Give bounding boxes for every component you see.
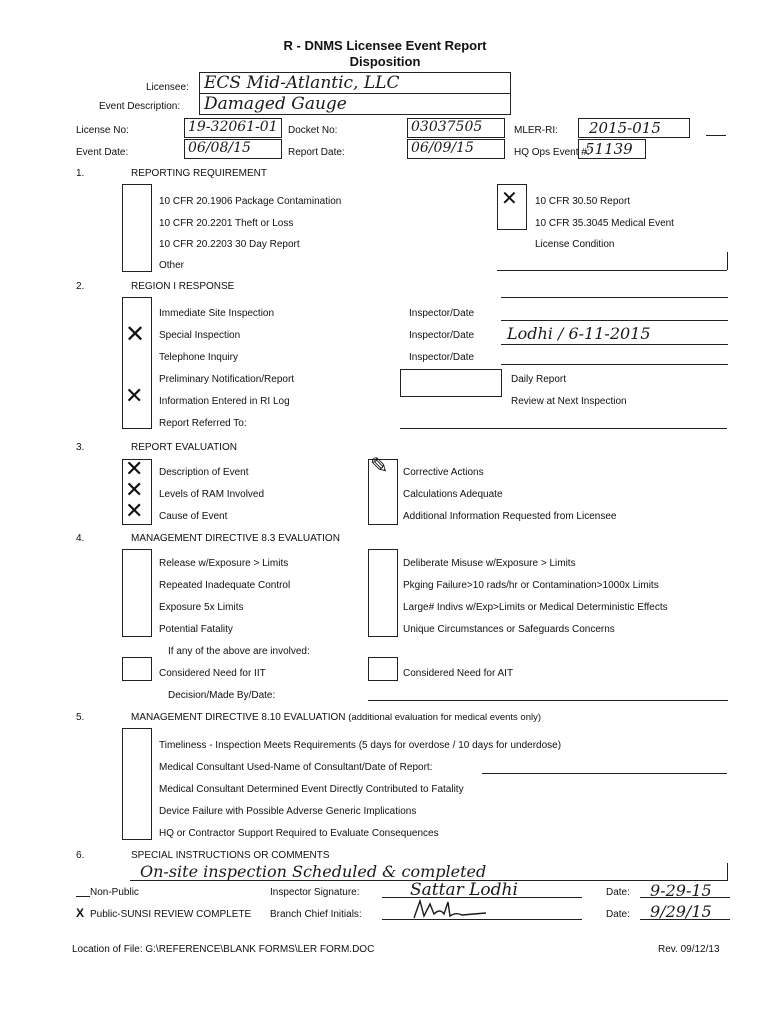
event-description-field[interactable]: [199, 93, 511, 115]
section-5-title-note: (additional evaluation for medical events only): [348, 712, 542, 723]
s6-comment: On-site inspection Scheduled & completed: [140, 862, 487, 881]
s4-item-pkging: Pkging Failure>10 rads/hr or Contamination>1000x Limits: [403, 580, 659, 591]
non-public-label: Non-Public: [90, 887, 139, 898]
inspector-signature-label: Inspector Signature:: [270, 887, 360, 898]
s5-consultant-line: [482, 773, 727, 774]
license-no-field[interactable]: [184, 118, 282, 138]
form-subtitle: Disposition: [349, 54, 421, 69]
s4-item-deliberate: Deliberate Misuse w/Exposure > Limits: [403, 558, 576, 569]
docket-value: 03037505: [411, 119, 483, 135]
mler-value: 2015-015: [589, 119, 661, 137]
licensee-label: Licensee:: [146, 82, 189, 93]
hq-ops-label: HQ Ops Event #:: [514, 147, 590, 158]
section-1-number: 1.: [76, 168, 85, 179]
section-6-title: SPECIAL INSTRUCTIONS OR COMMENTS: [131, 850, 330, 861]
s2-inspector-label-2: Inspector/Date: [409, 330, 475, 341]
s2-inspector-label-3: Inspector/Date: [409, 352, 475, 363]
s1-item-package-contamination: 10 CFR 20.1906 Package Contamination: [159, 196, 342, 207]
s1-item-license-condition: License Condition: [535, 239, 615, 250]
mler-label: MLER-RI:: [514, 125, 558, 136]
date-value-1: 9-29-15: [650, 881, 712, 900]
mler-extension-line: [706, 135, 726, 136]
section-6-number: 6.: [76, 850, 85, 861]
s2-item-special: Special Inspection: [159, 330, 241, 341]
s2-item-preliminary: Preliminary Notification/Report: [159, 374, 295, 385]
s4-item-repeated: Repeated Inadequate Control: [159, 580, 291, 591]
event-date-value: 06/08/15: [188, 140, 251, 156]
s1-item-other: Other: [159, 260, 185, 271]
s3-item-additional-info: Additional Information Requested from Licensee: [403, 511, 617, 522]
s3-item-calculations: Calculations Adequate: [403, 489, 503, 500]
section-2-title: REGION I RESPONSE: [131, 281, 235, 292]
section-4-number: 4.: [76, 533, 85, 544]
s5-item-consultant: Medical Consultant Used-Name of Consultant/Date of Report:: [159, 762, 433, 773]
s1-item-medical-event: 10 CFR 35.3045 Medical Event: [535, 218, 674, 229]
licensee-value: ECS Mid-Atlantic, LLC: [204, 73, 400, 93]
date-label-1: Date:: [606, 887, 630, 898]
s2-item-referred: Report Referred To:: [159, 418, 247, 429]
mler-field[interactable]: [578, 118, 690, 138]
s3-cause-check: ✕: [125, 499, 144, 524]
s2-inspector-line-2: [501, 320, 728, 321]
s2-item-telephone: Telephone Inquiry: [159, 352, 238, 363]
s2-review-next: Review at Next Inspection: [511, 396, 627, 407]
s3-corrective-check: ✎: [370, 454, 389, 479]
s4-item-release: Release w/Exposure > Limits: [159, 558, 289, 569]
s4-item-exposure: Exposure 5x Limits: [159, 602, 244, 613]
s1-item-30-50-report: 10 CFR 30.50 Report: [535, 196, 631, 207]
s2-inspector-signature: Lodhi / 6-11-2015: [507, 324, 651, 343]
s5-item-hq-support: HQ or Contractor Support Required to Evaluate Consequences: [159, 828, 439, 839]
event-date-field[interactable]: [184, 139, 282, 159]
s2-referred-line: [400, 428, 727, 429]
s2-inspector-line-3: [501, 344, 728, 345]
section-2-checkbox-column[interactable]: [122, 297, 152, 429]
date-label-2: Date:: [606, 909, 630, 920]
inspector-signature-value: Sattar Lodhi: [410, 880, 518, 900]
licensee-field[interactable]: [199, 72, 511, 94]
s2-ri-log-check: ✕: [125, 384, 144, 409]
event-description-label: Event Description:: [99, 101, 181, 112]
s5-item-fatality: Medical Consultant Determined Event Directly Contributed to Fatality: [159, 784, 464, 795]
s3-item-description: Description of Event: [159, 467, 249, 478]
s3-ram-check: ✕: [125, 478, 144, 503]
s4-item-large: Large# Indivs w/Exp>Limits or Medical Deterministic Effects: [403, 602, 668, 613]
s2-daily-report: Daily Report: [511, 374, 567, 385]
event-description-value: Damaged Gauge: [204, 94, 347, 114]
docket-field[interactable]: [407, 118, 505, 138]
section-3-number: 3.: [76, 442, 85, 453]
s5-item-device: Device Failure with Possible Adverse Generic Implications: [159, 806, 417, 817]
s4-item-fatality: Potential Fatality: [159, 624, 233, 635]
s2-inspector-label-1: Inspector/Date: [409, 308, 475, 319]
s2-inspector-line-1: [501, 297, 728, 298]
s3-description-check: ✕: [125, 457, 144, 482]
section-4-right-checkbox-column[interactable]: [368, 549, 398, 637]
report-date-value: 06/09/15: [411, 140, 474, 156]
section-5-checkbox-column[interactable]: [122, 728, 152, 840]
s3-item-ram: Levels of RAM Involved: [159, 489, 265, 500]
section-4-title: MANAGEMENT DIRECTIVE 8.3 EVALUATION: [131, 533, 340, 544]
s6-comment-edge: [727, 863, 728, 880]
section-5-number: 5.: [76, 712, 85, 723]
public-sunsi-label: Public-SUNSI REVIEW COMPLETE: [90, 909, 252, 920]
file-location: Location of File: G:\REFERENCE\BLANK FORMS\LER FORM.DOC: [72, 944, 375, 955]
s1-item-30-day-report: 10 CFR 20.2203 30 Day Report: [159, 239, 300, 250]
license-no-label: License No:: [76, 125, 129, 136]
s4-decision: Decision/Made By/Date:: [168, 690, 276, 701]
docket-label: Docket No:: [288, 125, 338, 136]
s4-item-unique: Unique Circumstances or Safeguards Concerns: [403, 624, 615, 635]
date-value-2: 9/29/15: [650, 902, 712, 921]
event-date-label: Event Date:: [76, 147, 129, 158]
s2-special-inspection-check: ✕: [125, 320, 146, 348]
report-date-field[interactable]: [407, 139, 505, 159]
s4-iit-label: Considered Need for IIT: [159, 668, 266, 679]
section-5-title: [131, 712, 541, 723]
s2-item-ri-log: Information Entered in RI Log: [159, 396, 290, 407]
license-no-value: 19-32061-01: [188, 119, 278, 135]
s2-item-immediate: Immediate Site Inspection: [159, 308, 275, 319]
section-2-number: 2.: [76, 281, 85, 292]
section-1-checkbox-column[interactable]: [122, 184, 152, 272]
hq-ops-value: 51139: [585, 140, 633, 158]
s1-checkmark: ✕: [501, 186, 518, 210]
non-public-blank[interactable]: [76, 896, 90, 897]
s3-item-cause: Cause of Event: [159, 511, 228, 522]
branch-chief-initials: [410, 898, 490, 922]
section-1-title: REPORTING REQUIREMENT: [131, 168, 267, 179]
s5-item-timeliness: Timeliness - Inspection Meets Requirements (5 days for overdose / 10 days for underdose): [159, 740, 562, 751]
s1-other-line: [497, 270, 727, 271]
s3-item-corrective: Corrective Actions: [403, 467, 484, 478]
s2-inspector-line-4: [501, 364, 728, 365]
revision: Rev. 09/12/13: [658, 944, 720, 955]
s4-decision-line: [368, 700, 728, 701]
s1-other-edge: [727, 252, 728, 270]
section-5-title-main: MANAGEMENT DIRECTIVE 8.10 EVALUATION: [131, 712, 346, 723]
s4-ait-label: Considered Need for AIT: [403, 668, 514, 679]
branch-chief-label: Branch Chief Initials:: [270, 909, 362, 920]
s1-item-theft-loss: 10 CFR 20.2201 Theft or Loss: [159, 218, 294, 229]
section-3-title: REPORT EVALUATION: [131, 442, 237, 453]
form-title: R - DNMS Licensee Event Report: [283, 38, 487, 53]
hq-ops-field[interactable]: [578, 139, 646, 159]
s4-ait-checkbox[interactable]: [368, 657, 398, 681]
report-date-label: Report Date:: [288, 147, 345, 158]
section-4-checkbox-column[interactable]: [122, 549, 152, 637]
s2-daily-report-box[interactable]: [400, 369, 502, 397]
s4-if-any: If any of the above are involved:: [168, 646, 310, 657]
public-mark[interactable]: X: [76, 906, 85, 920]
s4-iit-checkbox[interactable]: [122, 657, 152, 681]
